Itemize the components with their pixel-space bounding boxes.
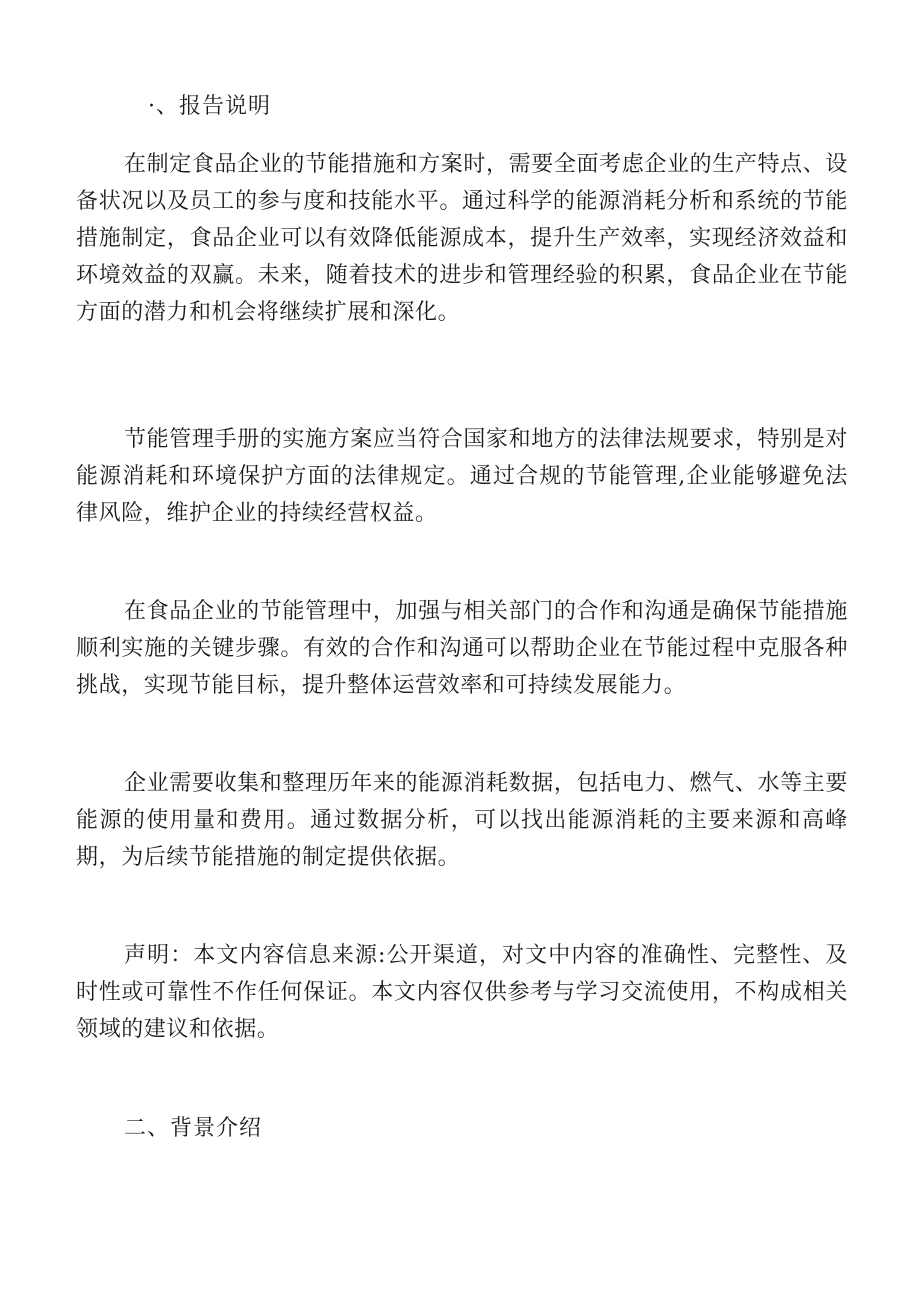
section-heading-report-description: ·、报告说明: [148, 94, 271, 119]
paragraph-cooperation: 在食品企业的节能管理中，加强与相关部门的合作和沟通是确保节能措施顺利实施的关键步骤。有效的合作和沟通可以帮助企业在节能过程中克服各种挑战，实现节能目标，提升整体运营效率和可持续发展能力。: [76, 599, 848, 698]
paragraph-disclaimer: 声明：本文内容信息来源:公开渠道，对文中内容的准确性、完整性、及时性或可靠性不作任何保证。本文内容仅供参考与学习交流使用，不构成相关领域的建议和依据。: [76, 943, 848, 1042]
paragraph-energy-measures: 在制定食品企业的节能措施和方案时，需要全面考虑企业的生产特点、设备状况以及员工的参与度和技能水平。通过科学的能源消耗分析和系统的节能措施制定，食品企业可以有效降低能源成本，提升生产效率，实现经济效益和环境效益的双赢。未来，随着技术的进步和管理经验的积累，食品企业在节能方面的潜力和机会将继续扩展和深化。: [76, 152, 848, 325]
paragraph-data-collection: 企业需要收集和整理历年来的能源消耗数据，包括电力、燃气、水等主要能源的使用量和费用。通过数据分析，可以找出能源消耗的主要来源和高峰期，为后续节能措施的制定提供依据。: [76, 771, 848, 870]
paragraph-legal-compliance: 节能管理手册的实施方案应当符合国家和地方的法律法规要求，特别是对能源消耗和环境保护方面的法律规定。通过合规的节能管理,企业能够避免法律风险，维护企业的持续经营权益。: [76, 427, 848, 526]
section-heading-background: 二、背景介绍: [124, 1116, 263, 1141]
